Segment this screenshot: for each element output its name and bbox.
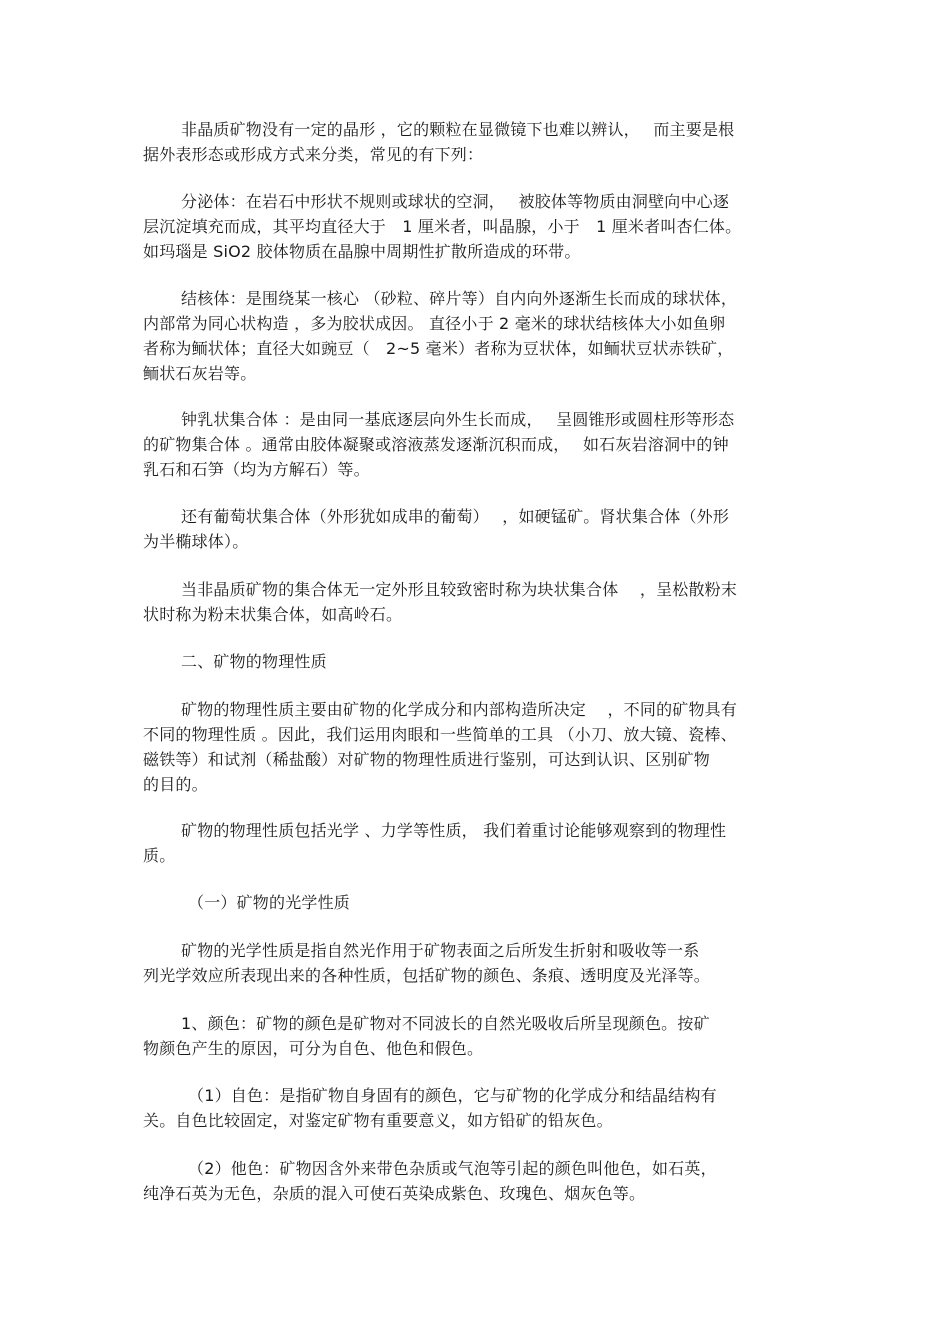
text-line: 者称为鲕状体；直径大如豌豆（ 2~5 毫米）者称为豆状体，如鲕状豆状赤铁矿， [143, 339, 734, 358]
text-line: 分泌体：在岩石中形状不规则或球状的空洞， 被胶体等物质由洞壁向中心逐 [181, 192, 730, 211]
paragraph-amorphous-intro [143, 117, 811, 167]
text-line: 关。自色比较固定，对鉴定矿物有重要意义，如方铅矿的铅灰色。 [143, 1111, 613, 1130]
text-line: 结核体：是围绕某一核心 （砂粒、碎片等）自内向外逐渐生长而成的球状体， [181, 289, 738, 308]
section-heading-optical-properties [143, 890, 811, 915]
text-line: 的目的。 [143, 775, 208, 794]
text-line: 内部常为同心状构造 ，多为胶状成因。 直径小于 2 毫米的球状结核体大小如鱼卵 [143, 314, 726, 333]
text-line: 矿物的物理性质主要由矿物的化学成分和内部构造所决定 ，不同的矿物具有 [181, 700, 738, 719]
text-line: 非晶质矿物没有一定的晶形 ，它的颗粒在显微镜下也难以辨认， 而主要是根 [181, 120, 735, 139]
text-line: 矿物的光学性质是指自然光作用于矿物表面之后所发生折射和吸收等一系 [181, 941, 700, 960]
text-line: 状时称为粉末状集合体，如高岭石。 [143, 605, 403, 624]
text-line: 物颜色产生的原因，可分为自色、他色和假色。 [143, 1039, 484, 1058]
paragraph-allochromatic [143, 1156, 811, 1206]
paragraph-secretion [143, 189, 811, 264]
paragraph-optical-intro [143, 938, 811, 988]
text-line: 鲕状石灰岩等。 [143, 364, 257, 383]
text-line: （一）矿物的光学性质 [188, 893, 351, 912]
text-line: 如玛瑙是 SiO2 胶体物质在晶腺中周期性扩散所造成的环带。 [143, 242, 581, 261]
text-line: 矿物的物理性质包括光学 、力学等性质， 我们着重讨论能够观察到的物理性 [181, 821, 727, 840]
text-line: 层沉淀填充而成，其平均直径大于 1 厘米者，叫晶腺，小于 1 厘米者叫杏仁体。 [143, 217, 742, 236]
text-line: 纯净石英为无色，杂质的混入可使石英染成紫色、玫瑰色、烟灰色等。 [143, 1184, 646, 1203]
text-line: 1、颜色：矿物的颜色是矿物对不同波长的自然光吸收后所呈现颜色。按矿 [181, 1014, 710, 1033]
paragraph-massive [143, 577, 811, 627]
paragraph-botryoidal [143, 504, 811, 554]
text-line: 据外表形态或形成方式来分类，常见的有下列： [143, 145, 484, 164]
text-line: 列光学效应所表现出来的各种性质，包括矿物的颜色、条痕、透明度及光泽等。 [143, 966, 711, 985]
text-line: 还有葡萄状集合体（外形犹如成串的葡萄） ，如硬锰矿。肾状集合体（外形 [181, 507, 730, 526]
section-heading-physical-properties [143, 649, 811, 674]
paragraph-idiochromatic [143, 1083, 811, 1133]
text-line: （1）自色：是指矿物自身固有的颜色，它与矿物的化学成分和结晶结构有 [188, 1086, 717, 1105]
text-line: 乳石和石笋（均为方解石）等。 [143, 460, 370, 479]
text-line: 不同的物理性质 。因此，我们运用肉眼和一些简单的工具 （小刀、放大镜、瓷棒、 [143, 725, 737, 744]
paragraph-concretion [143, 286, 811, 386]
text-line: 钟乳状集合体 ：是由同一基底逐层向外生长而成， 呈圆锥形或圆柱形等形态 [181, 410, 735, 429]
paragraph-stalactitic [143, 407, 811, 482]
paragraph-color [143, 1011, 811, 1061]
text-line: 磁铁等）和试剂（稀盐酸）对矿物的物理性质进行鉴别，可达到认识、区别矿物 [143, 750, 711, 769]
text-line: 二、矿物的物理性质 [181, 652, 327, 671]
text-line: 的矿物集合体 。通常由胶体凝聚或溶液蒸发逐渐沉积而成， 如石灰岩溶洞中的钟 [143, 435, 729, 454]
text-line: 为半椭球体）。 [143, 532, 249, 551]
text-line: 质。 [143, 846, 176, 865]
text-line: （2）他色：矿物因含外来带色杂质或气泡等引起的颜色叫他色，如石英， [188, 1159, 717, 1178]
paragraph-physical-scope [143, 818, 811, 868]
paragraph-physical-intro [143, 697, 811, 797]
text-line: 当非晶质矿物的集合体无一定外形且较致密时称为块状集合体 ，呈松散粉末 [181, 580, 738, 599]
